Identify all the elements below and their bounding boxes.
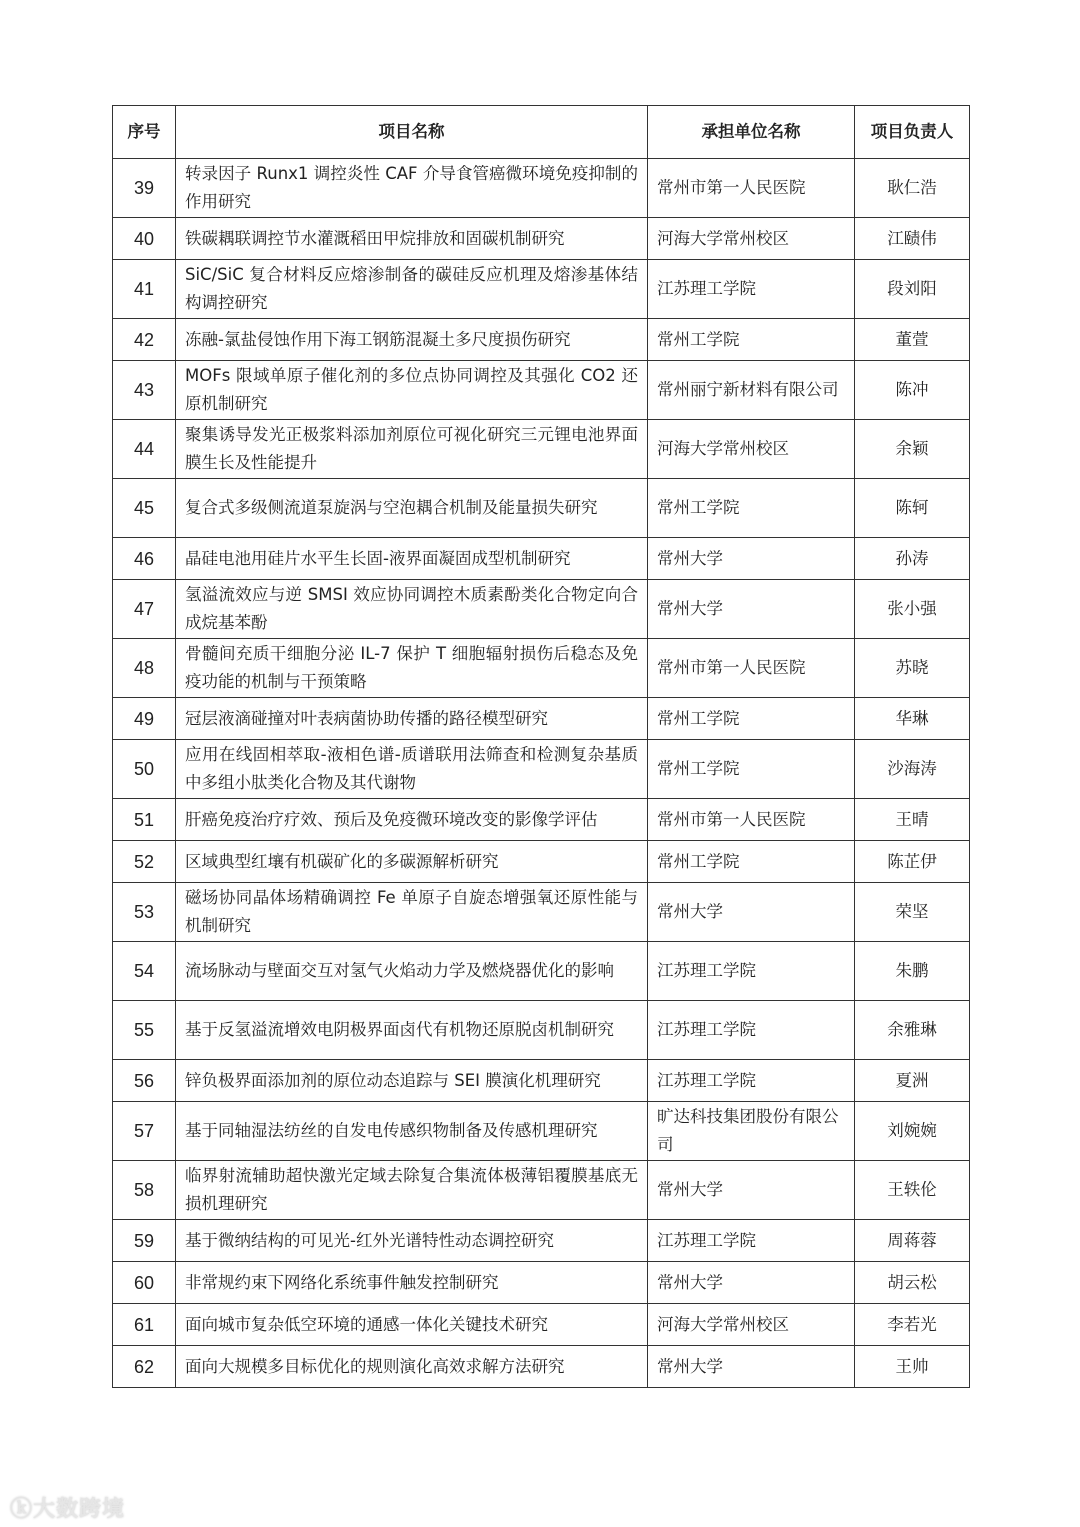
- unit-name: 河海大学常州校区: [648, 218, 855, 260]
- project-leader: 耿仁浩: [855, 159, 970, 218]
- row-number: 61: [113, 1304, 176, 1346]
- project-name: 冻融-氯盐侵蚀作用下海工钢筋混凝土多尺度损伤研究: [176, 319, 648, 361]
- row-number: 51: [113, 799, 176, 841]
- table-row: [113, 841, 970, 883]
- table-row: [113, 218, 970, 260]
- project-leader: 李若光: [855, 1304, 970, 1346]
- unit-name: 江苏理工学院: [648, 260, 855, 319]
- unit-name: 常州大学: [648, 580, 855, 639]
- table-row: [113, 319, 970, 361]
- project-name: MOFs 限域单原子催化剂的多位点协同调控及其强化 CO2 还原机制研究: [176, 361, 648, 420]
- project-leader: 胡云松: [855, 1262, 970, 1304]
- unit-name: 常州大学: [648, 1262, 855, 1304]
- project-leader: 陈冲: [855, 361, 970, 420]
- table-row: [113, 260, 970, 319]
- row-number: 42: [113, 319, 176, 361]
- row-number: 58: [113, 1161, 176, 1220]
- table-row: [113, 1060, 970, 1102]
- table-row: [113, 799, 970, 841]
- project-leader: 王晴: [855, 799, 970, 841]
- project-name: 基于同轴湿法纺丝的自发电传感织物制备及传感机理研究: [176, 1102, 648, 1161]
- table-row: [113, 420, 970, 479]
- project-name: 磁场协同晶体场精确调控 Fe 单原子自旋态增强氧还原性能与机制研究: [176, 883, 648, 942]
- row-number: 43: [113, 361, 176, 420]
- project-leader: 陈轲: [855, 479, 970, 538]
- project-leader: 段刘阳: [855, 260, 970, 319]
- row-number: 39: [113, 159, 176, 218]
- table-row: [113, 580, 970, 639]
- unit-name: 常州工学院: [648, 319, 855, 361]
- project-name: 非常规约束下网络化系统事件触发控制研究: [176, 1262, 648, 1304]
- watermark-logo: ⓚ大数跨境: [10, 1497, 126, 1522]
- unit-name: 常州大学: [648, 883, 855, 942]
- row-number: 62: [113, 1346, 176, 1388]
- row-number: 53: [113, 883, 176, 942]
- row-number: 55: [113, 1001, 176, 1060]
- project-leader: 苏晓: [855, 639, 970, 698]
- project-leader: 余颖: [855, 420, 970, 479]
- unit-name: 常州工学院: [648, 479, 855, 538]
- table-row: [113, 479, 970, 538]
- project-name: 晶硅电池用硅片水平生长固-液界面凝固成型机制研究: [176, 538, 648, 580]
- unit-name: 常州大学: [648, 1161, 855, 1220]
- project-leader: 陈芷伊: [855, 841, 970, 883]
- unit-name: 常州大学: [648, 538, 855, 580]
- project-leader: 余雅琳: [855, 1001, 970, 1060]
- project-name: 基于反氢溢流增效电阴极界面卤代有机物还原脱卤机制研究: [176, 1001, 648, 1060]
- table-row: [113, 1001, 970, 1060]
- row-number: 49: [113, 698, 176, 740]
- project-leader: 夏洲: [855, 1060, 970, 1102]
- unit-name: 常州工学院: [648, 740, 855, 799]
- row-number: 46: [113, 538, 176, 580]
- table-row: [113, 1304, 970, 1346]
- project-name: 区域典型红壤有机碳矿化的多碳源解析研究: [176, 841, 648, 883]
- unit-name: 常州市第一人民医院: [648, 799, 855, 841]
- row-number: 50: [113, 740, 176, 799]
- unit-name: 江苏理工学院: [648, 942, 855, 1001]
- project-leader: 沙海涛: [855, 740, 970, 799]
- project-name: 锌负极界面添加剂的原位动态追踪与 SEI 膜演化机理研究: [176, 1060, 648, 1102]
- project-name: 应用在线固相萃取-液相色谱-质谱联用法筛查和检测复杂基质中多组小肽类化合物及其代谢物: [176, 740, 648, 799]
- header-project-name: 项目名称: [176, 106, 648, 159]
- table-row: [113, 361, 970, 420]
- table-row: [113, 639, 970, 698]
- table-row: [113, 159, 970, 218]
- table-header-row: [113, 106, 970, 159]
- unit-name: 河海大学常州校区: [648, 420, 855, 479]
- table-row: [113, 1346, 970, 1388]
- project-leader: 江赜伟: [855, 218, 970, 260]
- unit-name: 江苏理工学院: [648, 1001, 855, 1060]
- unit-name: 江苏理工学院: [648, 1060, 855, 1102]
- project-name: 面向大规模多目标优化的规则演化高效求解方法研究: [176, 1346, 648, 1388]
- header-unit: 承担单位名称: [648, 106, 855, 159]
- table-row: [113, 942, 970, 1001]
- table-row: [113, 1161, 970, 1220]
- project-leader: 刘婉婉: [855, 1102, 970, 1161]
- project-table: [112, 105, 970, 1388]
- unit-name: 常州大学: [648, 1346, 855, 1388]
- project-name: 聚集诱导发光正极浆料添加剂原位可视化研究三元锂电池界面膜生长及性能提升: [176, 420, 648, 479]
- row-number: 45: [113, 479, 176, 538]
- project-leader: 孙涛: [855, 538, 970, 580]
- unit-name: 常州工学院: [648, 698, 855, 740]
- table-row: [113, 1262, 970, 1304]
- unit-name: 常州丽宁新材料有限公司: [648, 361, 855, 420]
- row-number: 54: [113, 942, 176, 1001]
- row-number: 57: [113, 1102, 176, 1161]
- table-row: [113, 698, 970, 740]
- project-leader: 周蒋蓉: [855, 1220, 970, 1262]
- header-no: 序号: [113, 106, 176, 159]
- project-name: 铁碳耦联调控节水灌溉稻田甲烷排放和固碳机制研究: [176, 218, 648, 260]
- project-name: 冠层液滴碰撞对叶表病菌协助传播的路径模型研究: [176, 698, 648, 740]
- project-name: 基于微纳结构的可见光-红外光谱特性动态调控研究: [176, 1220, 648, 1262]
- project-leader: 荣坚: [855, 883, 970, 942]
- row-number: 40: [113, 218, 176, 260]
- row-number: 59: [113, 1220, 176, 1262]
- project-leader: 王轶伦: [855, 1161, 970, 1220]
- row-number: 52: [113, 841, 176, 883]
- unit-name: 旷达科技集团股份有限公司: [648, 1102, 855, 1161]
- table-row: [113, 1102, 970, 1161]
- table-row: [113, 1220, 970, 1262]
- row-number: 48: [113, 639, 176, 698]
- project-leader: 王帅: [855, 1346, 970, 1388]
- project-leader: 朱鹏: [855, 942, 970, 1001]
- row-number: 47: [113, 580, 176, 639]
- unit-name: 常州工学院: [648, 841, 855, 883]
- project-name: 面向城市复杂低空环境的通感一体化关键技术研究: [176, 1304, 648, 1346]
- project-leader: 张小强: [855, 580, 970, 639]
- project-name: 流场脉动与壁面交互对氢气火焰动力学及燃烧器优化的影响: [176, 942, 648, 1001]
- row-number: 56: [113, 1060, 176, 1102]
- project-name: 临界射流辅助超快激光定域去除复合集流体极薄铝覆膜基底无损机理研究: [176, 1161, 648, 1220]
- project-name: 氢溢流效应与逆 SMSI 效应协同调控木质素酚类化合物定向合成烷基苯酚: [176, 580, 648, 639]
- header-person: 项目负责人: [855, 106, 970, 159]
- unit-name: 河海大学常州校区: [648, 1304, 855, 1346]
- project-name: 骨髓间充质干细胞分泌 IL-7 保护 T 细胞辐射损伤后稳态及免疫功能的机制与干预策略: [176, 639, 648, 698]
- row-number: 41: [113, 260, 176, 319]
- unit-name: 常州市第一人民医院: [648, 159, 855, 218]
- row-number: 60: [113, 1262, 176, 1304]
- project-name: 肝癌免疫治疗疗效、预后及免疫微环境改变的影像学评估: [176, 799, 648, 841]
- project-name: 转录因子 Runx1 调控炎性 CAF 介导食管癌微环境免疫抑制的作用研究: [176, 159, 648, 218]
- project-name: SiC/SiC 复合材料反应熔渗制备的碳硅反应机理及熔渗基体结构调控研究: [176, 260, 648, 319]
- unit-name: 常州市第一人民医院: [648, 639, 855, 698]
- unit-name: 江苏理工学院: [648, 1220, 855, 1262]
- project-name: 复合式多级侧流道泵旋涡与空泡耦合机制及能量损失研究: [176, 479, 648, 538]
- project-leader: 华琳: [855, 698, 970, 740]
- table-row: [113, 538, 970, 580]
- project-leader: 董萱: [855, 319, 970, 361]
- table-row: [113, 740, 970, 799]
- table-row: [113, 883, 970, 942]
- row-number: 44: [113, 420, 176, 479]
